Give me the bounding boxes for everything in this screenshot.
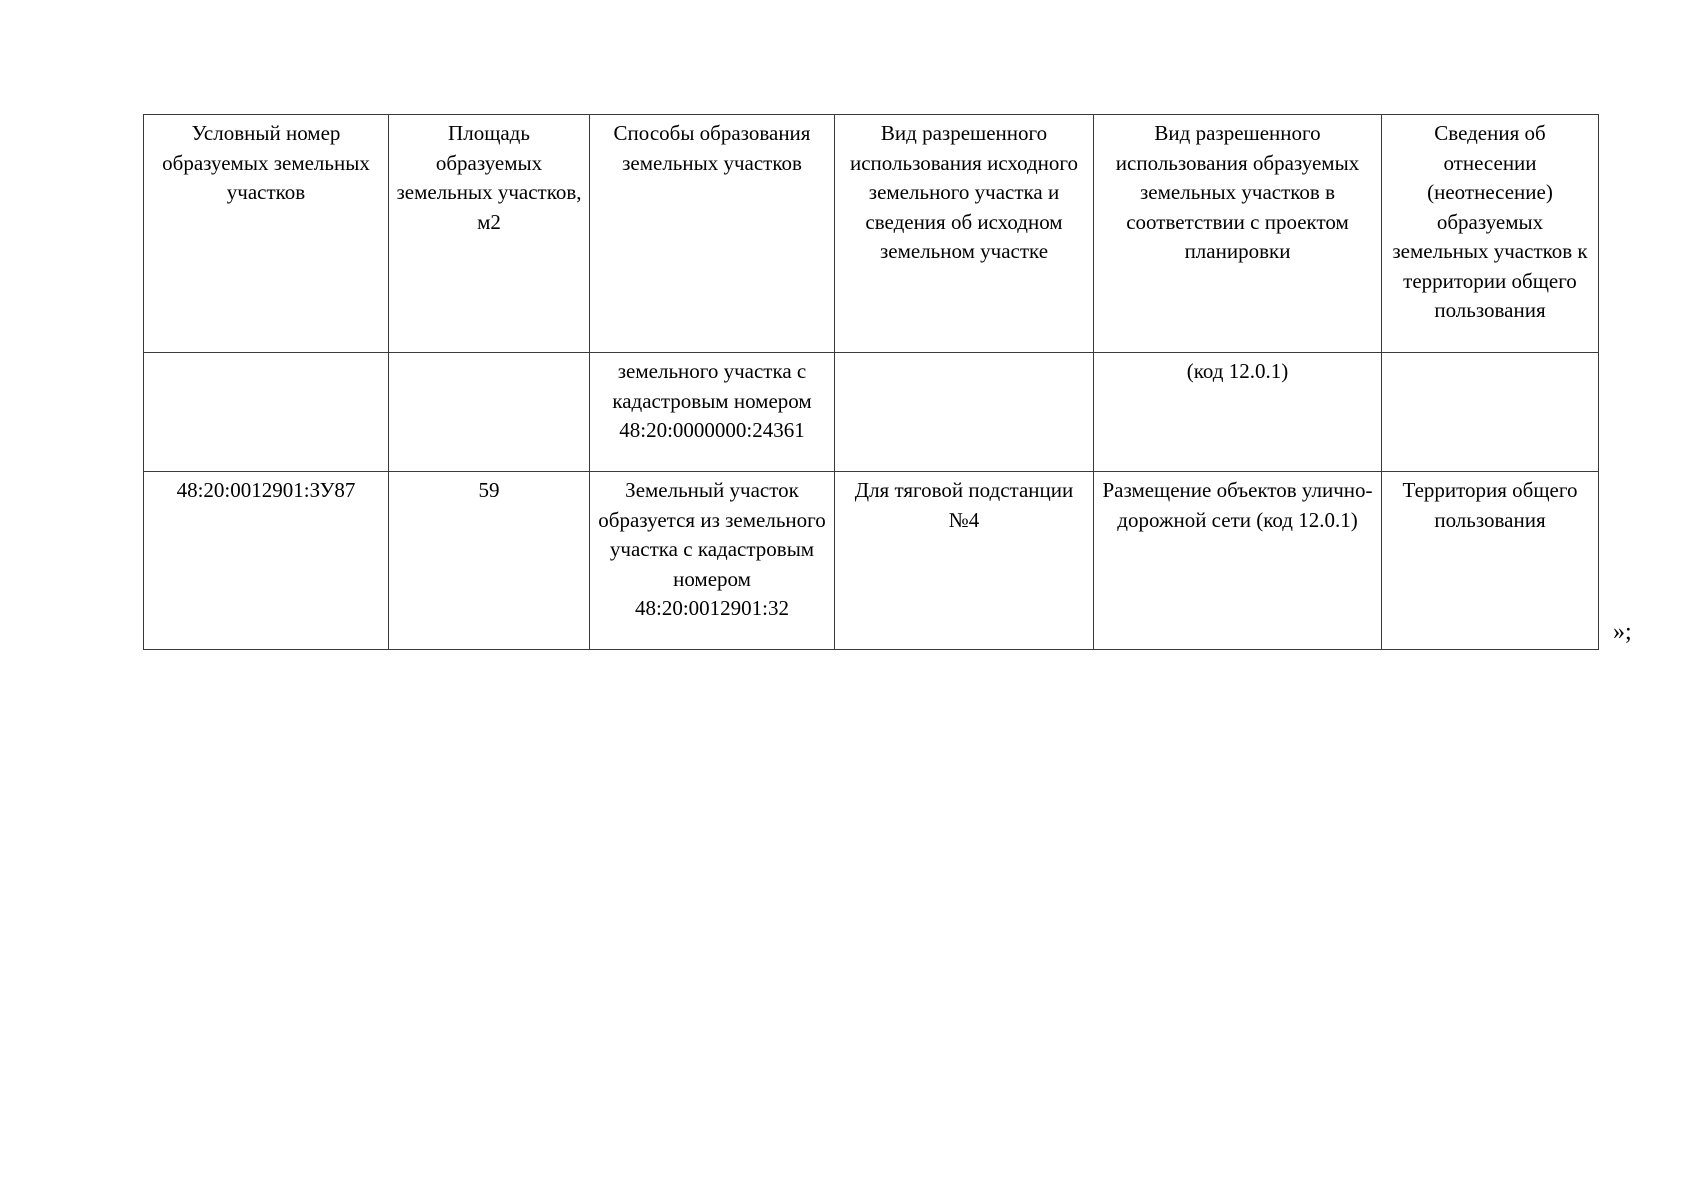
table-header-row <box>144 115 1599 353</box>
table-cell: Размещение объектов улично-дорожной сети (код 12.0.1) <box>1094 472 1382 650</box>
land-parcels-table <box>143 114 1599 650</box>
header-source-permitted-use: Вид разрешенного использования исходного земельного участка и сведения об исходном земельном участке <box>835 115 1094 353</box>
table-cell: земельного участка с кадастровым номером 48:20:0000000:24361 <box>590 353 835 472</box>
header-formation-method: Способы образования земельных участков <box>590 115 835 353</box>
header-parcel-number: Условный номер образуемых земельных участков <box>144 115 389 353</box>
table-cell <box>144 353 389 472</box>
header-new-permitted-use: Вид разрешенного использования образуемых земельных участков в соответствии с проектом планировки <box>1094 115 1382 353</box>
closing-quote-mark: »; <box>1613 619 1632 645</box>
table-cell: (код 12.0.1) <box>1094 353 1382 472</box>
table-cell: Для тяговой подстанции №4 <box>835 472 1094 650</box>
table-cell: Территория общего пользования <box>1382 472 1599 650</box>
table-cell <box>1382 353 1599 472</box>
table-row <box>144 472 1599 650</box>
header-parcel-area: Площадь образуемых земельных участков, м2 <box>389 115 590 353</box>
table-cell <box>835 353 1094 472</box>
table-cell: 59 <box>389 472 590 650</box>
table-row <box>144 353 1599 472</box>
header-public-territory: Сведения об отнесении (неотнесение) образуемых земельных участков к территории общего пользования <box>1382 115 1599 353</box>
table-cell <box>389 353 590 472</box>
table-cell: 48:20:0012901:ЗУ87 <box>144 472 389 650</box>
table-cell: Земельный участок образуется из земельного участка с кадастровым номером 48:20:0012901:32 <box>590 472 835 650</box>
